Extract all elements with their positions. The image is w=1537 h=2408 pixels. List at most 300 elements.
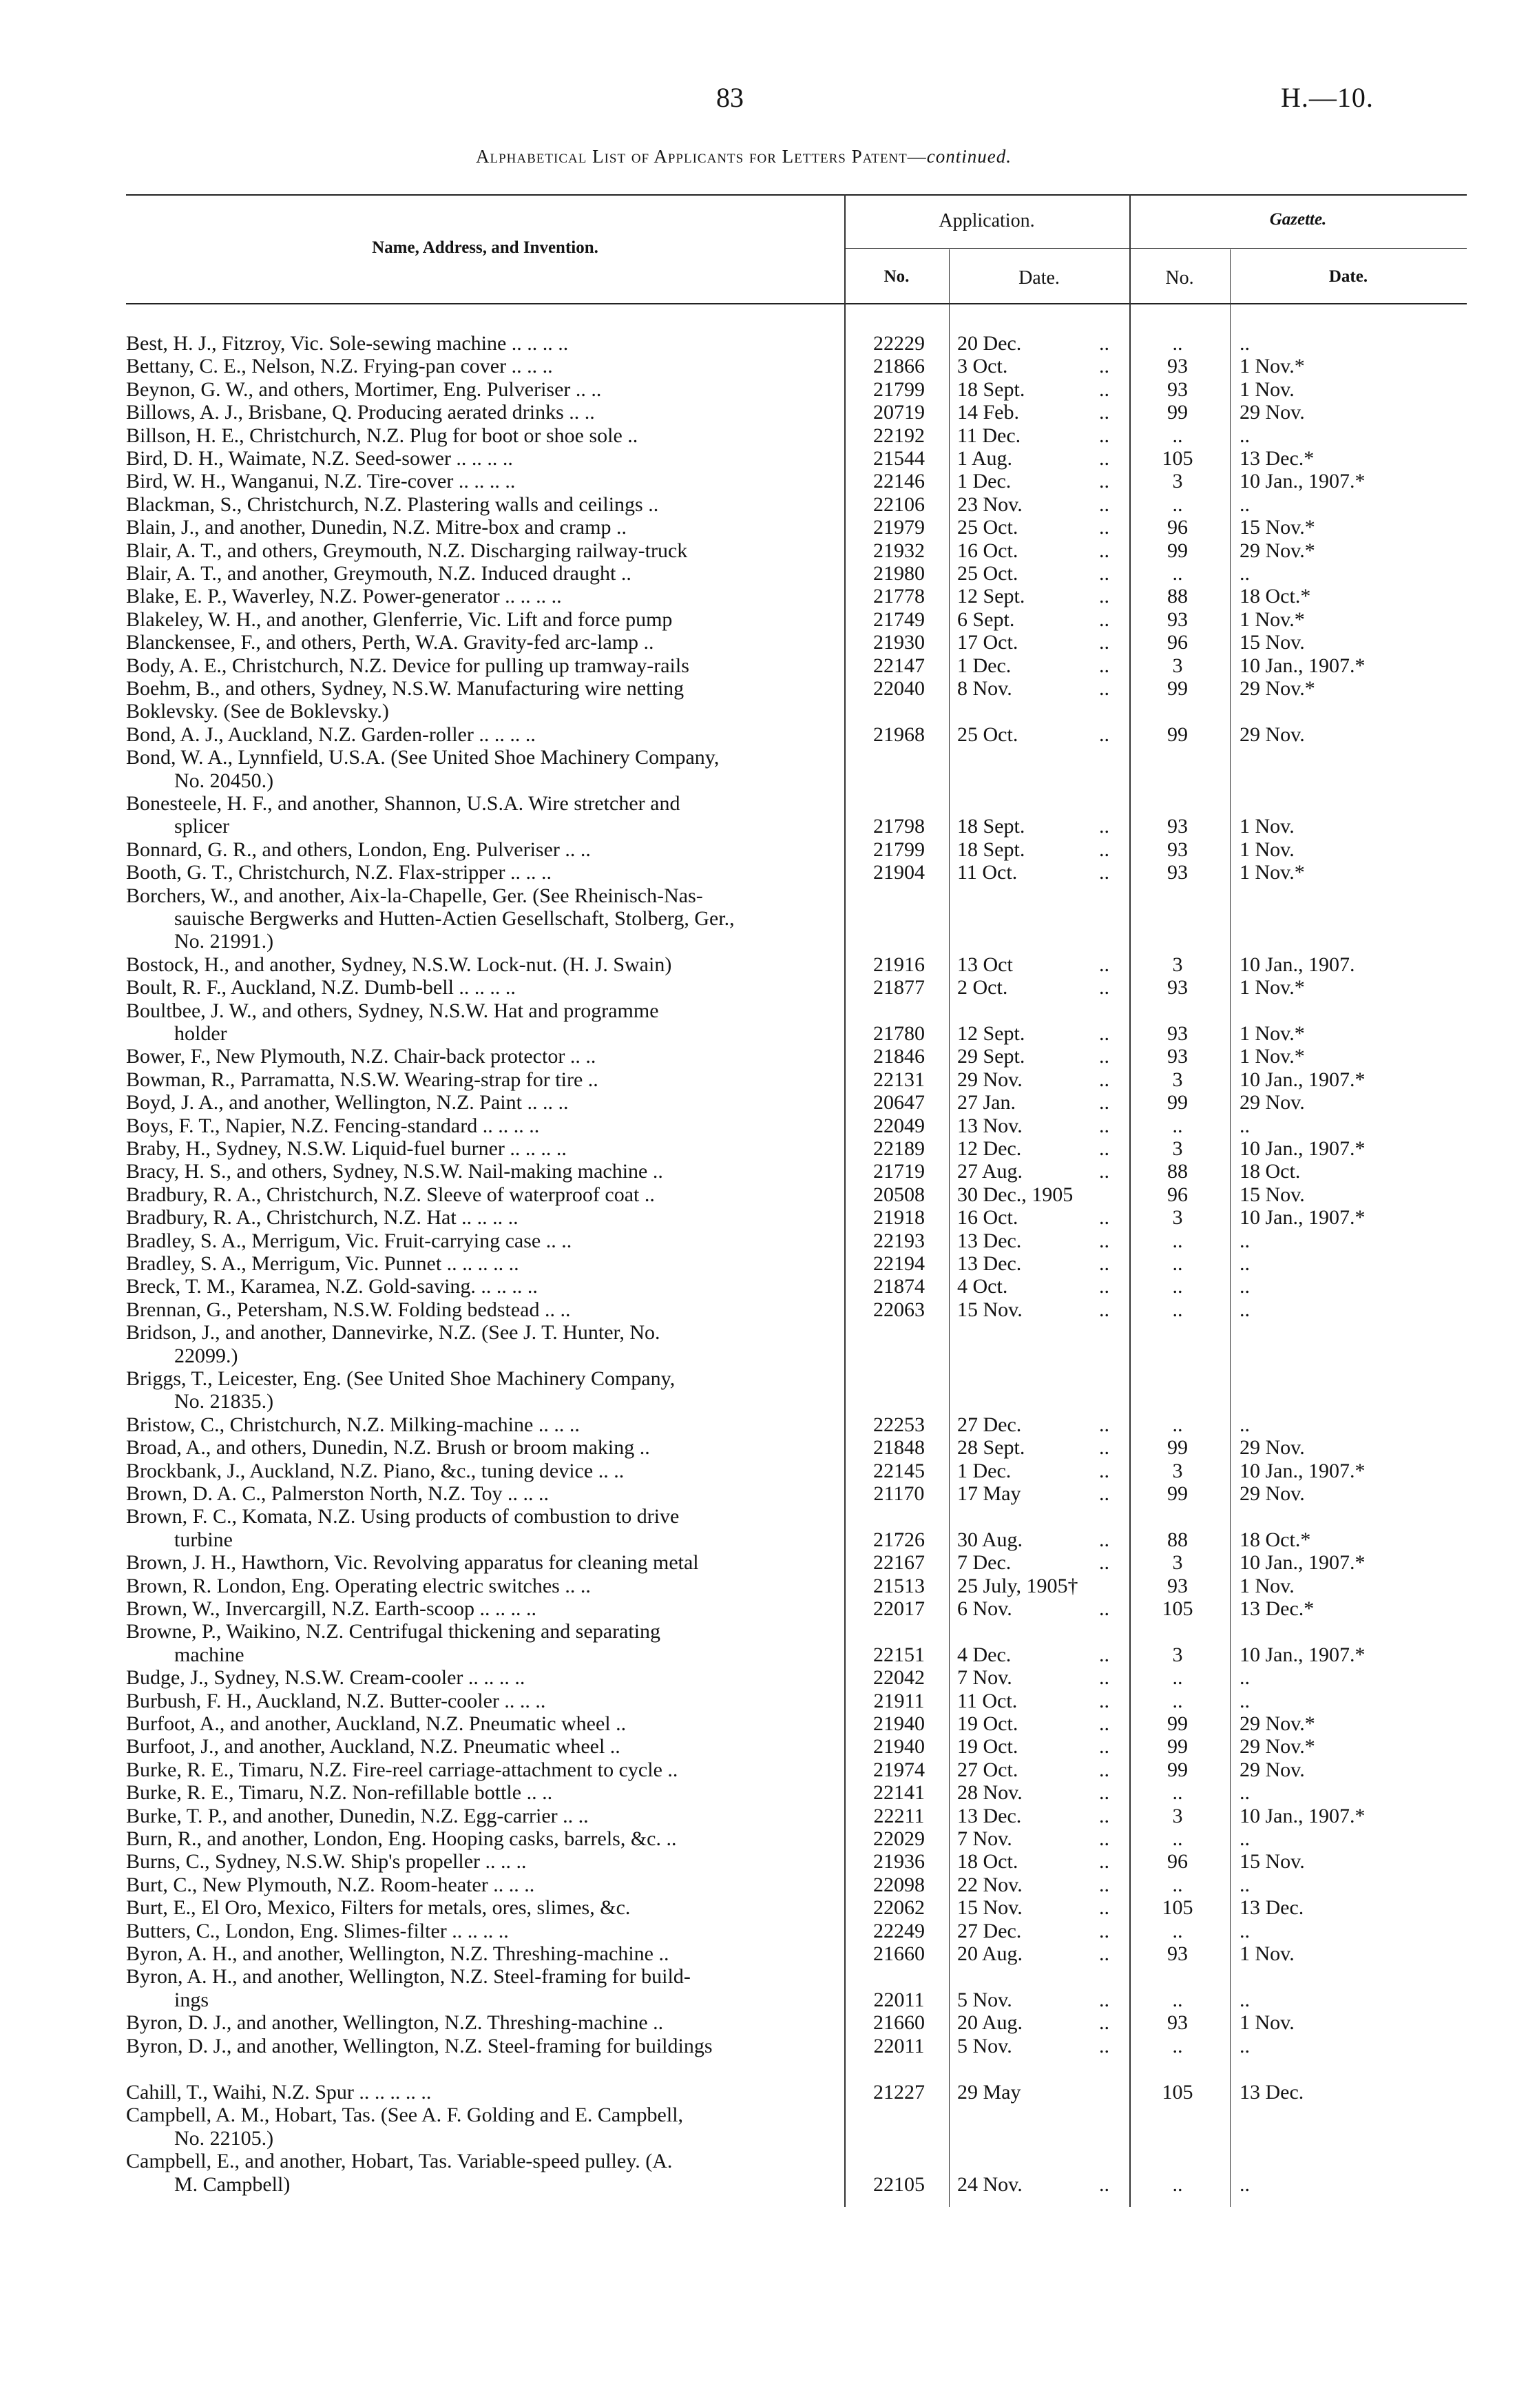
application-number: 21979: [873, 516, 925, 539]
applicant-entry: Braby, H., Sydney, N.S.W. Liquid-fuel burner .. .. .. ..: [126, 1137, 567, 1160]
gazette-date: 1 Nov.*: [1240, 1022, 1305, 1045]
application-number: 21544: [873, 447, 925, 470]
leader-dots: ..: [1099, 1874, 1109, 1896]
header-application-date: Date.: [1018, 267, 1060, 289]
application-date: 1 Dec.: [957, 470, 1012, 492]
application-date: 25 Oct.: [957, 723, 1018, 746]
applicant-entry: Blakeley, W. H., and another, Glenferrie, Vic. Lift and force pump: [126, 608, 673, 631]
applicant-entry-continued: No. 22105.): [174, 2127, 274, 2150]
gazette-date: 15 Nov.*: [1240, 516, 1315, 539]
gazette-number: 3: [1172, 1460, 1183, 1482]
applicant-entry: Burke, T. P., and another, Dunedin, N.Z. Egg-carrier .. ..: [126, 1805, 589, 1827]
application-number: 22106: [873, 493, 925, 516]
application-number: 22049: [873, 1114, 925, 1137]
leader-dots: ..: [1099, 332, 1109, 355]
applicant-entry: Booth, G. T., Christchurch, N.Z. Flax-stripper .. .. ..: [126, 861, 552, 884]
gazette-date: 13 Dec.: [1240, 1896, 1304, 1919]
gazette-number: 3: [1172, 1643, 1183, 1666]
applicant-entry: Billson, H. E., Christchurch, N.Z. Plug for boot or shoe sole ..: [126, 424, 638, 447]
applicant-entry-continued: holder: [174, 1022, 227, 1045]
gazette-number: 93: [1167, 355, 1188, 377]
table-row: [0, 654, 1537, 678]
application-number: 21866: [873, 355, 925, 377]
gazette-date: ..: [1240, 1781, 1250, 1804]
table-row: [0, 2150, 1537, 2173]
table-row: [0, 1275, 1537, 1298]
gazette-number: 93: [1167, 815, 1188, 838]
page-title-continued: continued.: [926, 146, 1012, 167]
table-row: [0, 1460, 1537, 1483]
application-date: 1 Aug.: [957, 447, 1013, 470]
table-row: [0, 677, 1537, 700]
page-number: 83: [716, 82, 744, 113]
applicant-entry: Broad, A., and others, Dunedin, N.Z. Brush or broom making ..: [126, 1436, 650, 1459]
table-row: [0, 1321, 1537, 1345]
application-date: 2 Oct.: [957, 976, 1008, 999]
leader-dots: ..: [1099, 1896, 1109, 1919]
leader-dots: ..: [1099, 1735, 1109, 1758]
table-row: [0, 1874, 1537, 1897]
applicant-entry: Campbell, E., and another, Hobart, Tas. Variable-speed pulley. (A.: [126, 2150, 673, 2172]
gazette-date: ..: [1240, 493, 1250, 516]
header-gazette: Gazette.: [1269, 210, 1327, 229]
application-date: 13 Oct: [957, 953, 1013, 976]
leader-dots: ..: [1099, 355, 1109, 377]
gazette-number: ..: [1172, 1989, 1183, 2011]
leader-dots: ..: [1099, 723, 1109, 746]
gazette-number: ..: [1172, 1114, 1183, 1137]
gazette-date: 1 Nov.: [1240, 2011, 1295, 2034]
table-row: [0, 1252, 1537, 1276]
table-row: [0, 539, 1537, 563]
header-gazette-date: Date.: [1328, 267, 1368, 286]
application-number: 21918: [873, 1206, 925, 1229]
page-title-main: Alphabetical List of Applicants for Letters Patent—: [476, 146, 927, 167]
gazette-number: 99: [1167, 1758, 1188, 1781]
application-number: 20719: [873, 401, 925, 424]
leader-dots: ..: [1099, 470, 1109, 492]
application-date: 20 Aug.: [957, 2011, 1023, 2034]
application-number: 21170: [873, 1482, 925, 1505]
table-row: [0, 332, 1537, 355]
leader-dots: ..: [1099, 401, 1109, 424]
leader-dots: ..: [1099, 1436, 1109, 1459]
header-gazette-no: No.: [1165, 267, 1194, 289]
gazette-date: ..: [1240, 332, 1250, 355]
gazette-date: 15 Nov.: [1240, 631, 1305, 654]
application-number: 22011: [873, 2035, 925, 2057]
table-row: [0, 1160, 1537, 1183]
applicant-entry: Butters, C., London, Eng. Slimes-filter .. .. .. ..: [126, 1920, 509, 1942]
application-number: 22011: [873, 1989, 925, 2011]
table-row: [0, 884, 1537, 908]
leader-dots: ..: [1099, 1298, 1109, 1321]
application-number: 21874: [873, 1275, 925, 1298]
table-row: [0, 999, 1537, 1023]
applicant-entry: Burfoot, J., and another, Auckland, N.Z. Pneumatic wheel ..: [126, 1735, 620, 1758]
gazette-date: 29 Nov.*: [1240, 539, 1315, 562]
table-row: [0, 585, 1537, 608]
applicant-entry: Brown, D. A. C., Palmerston North, N.Z. Toy .. .. ..: [126, 1482, 550, 1505]
table-row: [0, 907, 1537, 931]
table-row: [0, 1643, 1537, 1667]
application-date: 15 Nov.: [957, 1896, 1023, 1919]
applicant-entry-continued: 22099.): [174, 1345, 238, 1367]
table-row: [0, 2081, 1537, 2104]
application-number: 22105: [873, 2173, 925, 2196]
applicant-entry: Blair, A. T., and another, Greymouth, N.Z. Induced draught ..: [126, 562, 631, 585]
application-number: 22063: [873, 1298, 925, 1321]
table-row: [0, 1229, 1537, 1253]
leader-dots: ..: [1099, 815, 1109, 838]
table-row: [0, 1690, 1537, 1713]
gazette-number: 96: [1167, 1850, 1188, 1873]
table-row: [0, 1942, 1537, 1966]
table-row: [0, 1551, 1537, 1575]
table-row: [0, 1597, 1537, 1621]
gazette-number: 3: [1172, 953, 1183, 976]
gazette-number: ..: [1172, 1690, 1183, 1712]
gazette-date: 1 Nov.*: [1240, 608, 1305, 631]
leader-dots: ..: [1099, 1206, 1109, 1229]
gazette-date: ..: [1240, 1666, 1250, 1689]
applicant-entry: Bostock, H., and another, Sydney, N.S.W. Lock-nut. (H. J. Swain): [126, 953, 672, 976]
gazette-date: ..: [1240, 1827, 1250, 1850]
gazette-number: ..: [1172, 424, 1183, 447]
application-number: 21974: [873, 1758, 925, 1781]
table-row: [0, 1575, 1537, 1598]
gazette-number: 93: [1167, 2011, 1188, 2034]
gazette-number: 3: [1172, 1551, 1183, 1574]
gazette-number: 3: [1172, 1137, 1183, 1160]
applicant-entry: Brown, R. London, Eng. Operating electric switches .. ..: [126, 1575, 591, 1597]
gazette-number: 99: [1167, 1712, 1188, 1735]
leader-dots: ..: [1099, 1850, 1109, 1873]
table-top-rule: [126, 194, 1467, 196]
table-row: [0, 1920, 1537, 1943]
application-number: 22253: [873, 1413, 925, 1436]
applicant-entry: Brennan, G., Petersham, N.S.W. Folding bedstead .. ..: [126, 1298, 571, 1321]
table-row: [0, 470, 1537, 493]
application-number: 20647: [873, 1091, 925, 1114]
application-number: 21911: [873, 1690, 925, 1712]
leader-dots: ..: [1099, 1528, 1109, 1551]
gazette-date: 1 Nov.: [1240, 1575, 1295, 1597]
application-date: 27 Jan.: [957, 1091, 1016, 1114]
leader-dots: ..: [1099, 1045, 1109, 1068]
leader-dots: ..: [1099, 1137, 1109, 1160]
application-date: 14 Feb.: [957, 401, 1019, 424]
table-row: [0, 1091, 1537, 1114]
table-row: [0, 1850, 1537, 1874]
gazette-number: 96: [1167, 1183, 1188, 1206]
application-date: 11 Oct.: [957, 1690, 1018, 1712]
application-date: 24 Nov.: [957, 2173, 1023, 2196]
gazette-number: ..: [1172, 1920, 1183, 1942]
application-date: 19 Oct.: [957, 1735, 1018, 1758]
applicant-entry-continued: turbine: [174, 1528, 233, 1551]
table-row: [0, 838, 1537, 862]
application-date: 18 Oct.: [957, 1850, 1018, 1873]
application-date: 22 Nov.: [957, 1874, 1023, 1896]
table-row: [0, 1989, 1537, 2012]
leader-dots: ..: [1099, 677, 1109, 700]
table-row: [0, 1712, 1537, 1736]
application-number: 21660: [873, 1942, 925, 1965]
gazette-number: 93: [1167, 976, 1188, 999]
application-date: 27 Oct.: [957, 1758, 1018, 1781]
application-date: 30 Dec., 1905: [957, 1183, 1074, 1206]
application-number: 21798: [873, 815, 925, 838]
application-date: 29 Sept.: [957, 1045, 1025, 1068]
gazette-date: 10 Jan., 1907.*: [1240, 1206, 1366, 1229]
gazette-number: 99: [1167, 1735, 1188, 1758]
application-date: 16 Oct.: [957, 1206, 1018, 1229]
gazette-date: ..: [1240, 1989, 1250, 2011]
applicant-entry: Brown, F. C., Komata, N.Z. Using products of combustion to drive: [126, 1505, 680, 1528]
application-number: 21660: [873, 2011, 925, 2034]
application-date: 17 May: [957, 1482, 1021, 1505]
gazette-number: ..: [1172, 1874, 1183, 1896]
leader-dots: ..: [1099, 1712, 1109, 1735]
leader-dots: ..: [1099, 2035, 1109, 2057]
application-number: 22029: [873, 1827, 925, 1850]
leader-dots: ..: [1099, 2011, 1109, 2034]
application-date: 27 Dec.: [957, 1920, 1022, 1942]
leader-dots: ..: [1099, 631, 1109, 654]
applicant-entry: Boultbee, J. W., and others, Sydney, N.S.W. Hat and programme: [126, 999, 659, 1022]
gazette-date: 10 Jan., 1907.*: [1240, 470, 1366, 492]
applicant-entry: Burn, R., and another, London, Eng. Hooping casks, barrels, &c. ..: [126, 1827, 677, 1850]
applicant-entry: Bracy, H. S., and others, Sydney, N.S.W. Nail-making machine ..: [126, 1160, 663, 1183]
applicant-entry: Bond, A. J., Auckland, N.Z. Garden-roller .. .. .. ..: [126, 723, 536, 746]
applicant-entry: Bird, W. H., Wanganui, N.Z. Tire-cover .. .. .. ..: [126, 470, 516, 492]
application-number: 22167: [873, 1551, 925, 1574]
application-number: 21799: [873, 378, 925, 401]
application-date: 15 Nov.: [957, 1298, 1023, 1321]
header-application-no: No.: [883, 267, 910, 286]
applicant-entry: Byron, D. J., and another, Wellington, N.Z. Threshing-machine ..: [126, 2011, 664, 2034]
table-row: [0, 1505, 1537, 1528]
gazette-number: 88: [1167, 585, 1188, 608]
applicant-entry: Browne, P., Waikino, N.Z. Centrifugal thickening and separating: [126, 1620, 661, 1643]
leader-dots: ..: [1099, 608, 1109, 631]
application-date: 7 Nov.: [957, 1666, 1012, 1689]
gazette-date: 10 Jan., 1907.*: [1240, 1137, 1366, 1160]
gazette-number: ..: [1172, 1275, 1183, 1298]
applicant-entry: Bettany, C. E., Nelson, N.Z. Frying-pan cover .. .. ..: [126, 355, 553, 377]
gazette-date: 18 Oct.*: [1240, 585, 1311, 608]
leader-dots: ..: [1099, 1160, 1109, 1183]
table-row: [0, 378, 1537, 402]
application-number: 22194: [873, 1252, 925, 1275]
leader-dots: ..: [1099, 1551, 1109, 1574]
table-row: [0, 1528, 1537, 1552]
gazette-date: ..: [1240, 2035, 1250, 2057]
gazette-date: 15 Nov.: [1240, 1850, 1305, 1873]
gazette-date: 29 Nov.: [1240, 1482, 1305, 1505]
application-date: 18 Sept.: [957, 838, 1025, 861]
gazette-number: 93: [1167, 378, 1188, 401]
applicant-entry: Boult, R. F., Auckland, N.Z. Dumb-bell .. .. .. ..: [126, 976, 516, 999]
gazette-number: 88: [1167, 1528, 1188, 1551]
application-number: 22151: [873, 1643, 925, 1666]
table-row: [0, 355, 1537, 378]
application-date: 11 Dec.: [957, 424, 1021, 447]
applicant-entry: Budge, J., Sydney, N.S.W. Cream-cooler .. .. .. ..: [126, 1666, 525, 1689]
table-row: [0, 1367, 1537, 1391]
table-row: [0, 1206, 1537, 1229]
table-row: [0, 2104, 1537, 2127]
gazette-date: 29 Nov.: [1240, 723, 1305, 746]
gazette-date: 29 Nov.*: [1240, 1712, 1315, 1735]
applicant-entry: Bradbury, R. A., Christchurch, N.Z. Sleeve of waterproof coat ..: [126, 1183, 655, 1206]
application-number: 22189: [873, 1137, 925, 1160]
applicant-entry: Burt, C., New Plymouth, N.Z. Room-heater .. .. ..: [126, 1874, 535, 1896]
table-row: [0, 1965, 1537, 1989]
applicant-entry: Boyd, J. A., and another, Wellington, N.Z. Paint .. .. ..: [126, 1091, 569, 1114]
page-title: [0, 146, 1487, 167]
application-number: 21940: [873, 1735, 925, 1758]
table-row: [0, 746, 1537, 769]
applicant-entry-continued: splicer: [174, 815, 229, 838]
gazette-number: ..: [1172, 2035, 1183, 2057]
leader-dots: ..: [1099, 1690, 1109, 1712]
gazette-number: 93: [1167, 1022, 1188, 1045]
application-date: 17 Oct.: [957, 631, 1018, 654]
table-row: [0, 1413, 1537, 1437]
application-number: 22146: [873, 470, 925, 492]
application-date: 8 Nov.: [957, 677, 1012, 700]
table-row: [0, 608, 1537, 632]
applicant-entry-continued: machine: [174, 1643, 244, 1666]
gazette-date: 29 Nov.: [1240, 1758, 1305, 1781]
applicant-entry: Cahill, T., Waihi, N.Z. Spur .. .. .. .. ..: [126, 2081, 432, 2104]
applicant-entry: Bird, D. H., Waimate, N.Z. Seed-sower .. .. .. ..: [126, 447, 513, 470]
document-reference: H.—10.: [1281, 82, 1374, 113]
application-date: 25 Oct.: [957, 562, 1018, 585]
application-date: 27 Aug.: [957, 1160, 1023, 1183]
gazette-number: ..: [1172, 1666, 1183, 1689]
application-number: 22147: [873, 654, 925, 677]
table-row: [0, 700, 1537, 723]
leader-dots: ..: [1099, 953, 1109, 976]
applicant-entry: Blair, A. T., and others, Greymouth, N.Z. Discharging railway-truck: [126, 539, 688, 562]
leader-dots: ..: [1099, 378, 1109, 401]
gazette-number: ..: [1172, 1827, 1183, 1850]
gazette-date: ..: [1240, 1229, 1250, 1252]
application-number: 22098: [873, 1874, 925, 1896]
application-number: 20508: [873, 1183, 925, 1206]
applicant-entry: Body, A. E., Christchurch, N.Z. Device for pulling up tramway-rails: [126, 654, 689, 677]
application-date: 25 July, 1905†: [957, 1575, 1078, 1597]
gazette-number: 105: [1162, 1896, 1193, 1919]
applicant-entry: Burke, R. E., Timaru, N.Z. Non-refillable bottle .. ..: [126, 1781, 553, 1804]
gazette-date: 1 Nov.*: [1240, 976, 1305, 999]
application-number: 22040: [873, 677, 925, 700]
header-application: Application.: [939, 210, 1035, 231]
leader-dots: ..: [1099, 585, 1109, 608]
application-number: 21848: [873, 1436, 925, 1459]
application-date: 13 Nov.: [957, 1114, 1023, 1137]
application-number: 21980: [873, 562, 925, 585]
applicant-entry: Boys, F. T., Napier, N.Z. Fencing-standard .. .. .. ..: [126, 1114, 540, 1137]
application-date: 29 Nov.: [957, 1068, 1023, 1091]
application-number: 21846: [873, 1045, 925, 1068]
applicant-entry: Burt, E., El Oro, Mexico, Filters for metals, ores, slimes, &c.: [126, 1896, 631, 1919]
application-number: 21904: [873, 861, 925, 884]
gazette-date: 29 Nov.: [1240, 1091, 1305, 1114]
gazette-date: 1 Nov.*: [1240, 861, 1305, 884]
gazette-date: 10 Jan., 1907.*: [1240, 1805, 1366, 1827]
leader-dots: ..: [1099, 1942, 1109, 1965]
applicant-entry: Brown, W., Invercargill, N.Z. Earth-scoop .. .. .. ..: [126, 1597, 537, 1620]
application-number: 22193: [873, 1229, 925, 1252]
application-date: 30 Aug.: [957, 1528, 1023, 1551]
application-date: 6 Sept.: [957, 608, 1015, 631]
applicant-entry: Bower, F., New Plymouth, N.Z. Chair-back protector .. ..: [126, 1045, 596, 1068]
leader-dots: ..: [1099, 516, 1109, 539]
leader-dots: ..: [1099, 1413, 1109, 1436]
applicant-entry: Borchers, W., and another, Aix-la-Chapelle, Ger. (See Rheinisch-Nas-: [126, 884, 703, 907]
leader-dots: ..: [1099, 1781, 1109, 1804]
table-row: [0, 424, 1537, 448]
leader-dots: ..: [1099, 1920, 1109, 1942]
leader-dots: ..: [1099, 654, 1109, 677]
table-row: [0, 723, 1537, 747]
table-row: [0, 1390, 1537, 1413]
application-date: 20 Aug.: [957, 1942, 1023, 1965]
applicant-entry-continued: No. 21991.): [174, 930, 274, 953]
gazette-number: 93: [1167, 608, 1188, 631]
header-name-address-invention: Name, Address, and Invention.: [372, 238, 598, 257]
applicant-entry: Blanckensee, F., and others, Perth, W.A. Gravity-fed arc-lamp ..: [126, 631, 654, 654]
leader-dots: ..: [1099, 976, 1109, 999]
leader-dots: ..: [1099, 447, 1109, 470]
applicant-entry: Boklevsky. (See de Boklevsky.): [126, 700, 389, 723]
gazette-number: 99: [1167, 401, 1188, 424]
gazette-date: 10 Jan., 1907.*: [1240, 1551, 1366, 1574]
gazette-date: ..: [1240, 1275, 1250, 1298]
gazette-date: ..: [1240, 1252, 1250, 1275]
gazette-date: ..: [1240, 424, 1250, 447]
gazette-date: ..: [1240, 1413, 1250, 1436]
gazette-date: 13 Dec.*: [1240, 1597, 1315, 1620]
gazette-date: 1 Nov.: [1240, 1942, 1295, 1965]
gazette-number: ..: [1172, 493, 1183, 516]
gazette-number: 99: [1167, 677, 1188, 700]
table-row: [0, 631, 1537, 654]
applicant-entry: Blake, E. P., Waverley, N.Z. Power-generator .. .. .. ..: [126, 585, 562, 608]
table-row: [0, 861, 1537, 884]
application-number: 21778: [873, 585, 925, 608]
table-row: [0, 2035, 1537, 2058]
application-date: 18 Sept.: [957, 378, 1025, 401]
applicant-entry: Bradley, S. A., Merrigum, Vic. Punnet .. .. .. .. ..: [126, 1252, 519, 1275]
table-row: [0, 2011, 1537, 2035]
gazette-number: 99: [1167, 539, 1188, 562]
table-row: [0, 1022, 1537, 1046]
applicant-entry: Blain, J., and another, Dunedin, N.Z. Mitre-box and cramp ..: [126, 516, 627, 539]
leader-dots: ..: [1099, 1482, 1109, 1505]
application-number: 22131: [873, 1068, 925, 1091]
gazette-number: 105: [1162, 447, 1193, 470]
applicant-entry-continued: M. Campbell): [174, 2173, 291, 2196]
gazette-date: 10 Jan., 1907.*: [1240, 654, 1366, 677]
gazette-number: 3: [1172, 654, 1183, 677]
gazette-number: ..: [1172, 1781, 1183, 1804]
application-number: 21227: [873, 2081, 925, 2104]
